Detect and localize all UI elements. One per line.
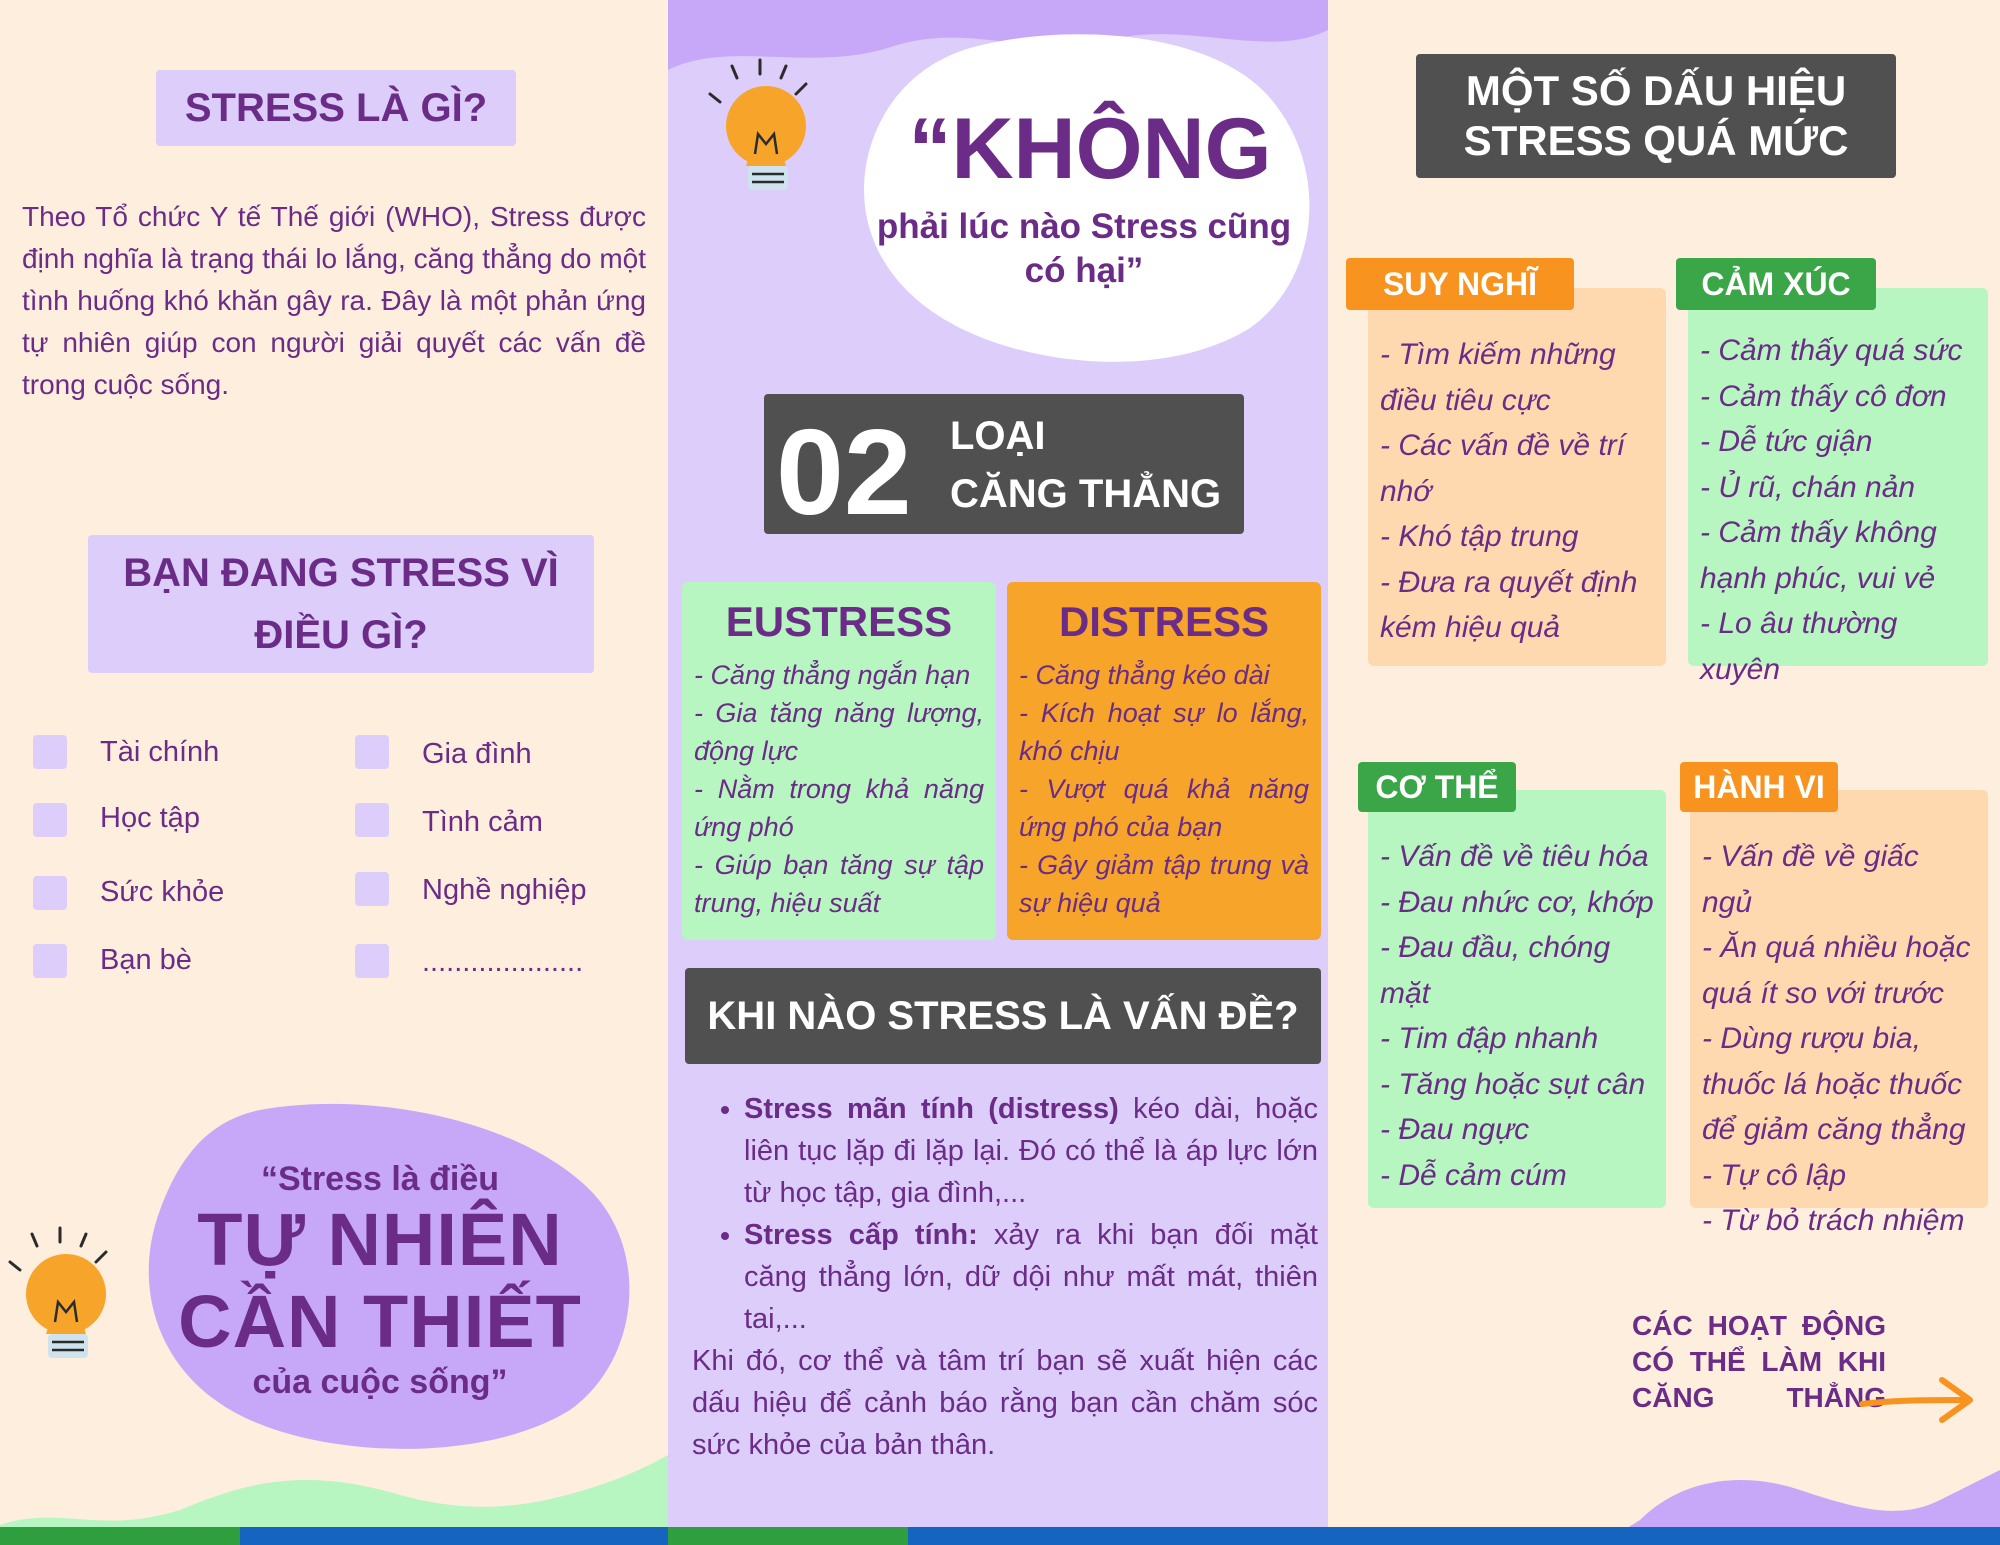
stress-title: STRESS LÀ GÌ? <box>156 70 516 146</box>
list-item: - Đau nhức cơ, khớp <box>1380 885 1654 919</box>
list-item: - Nằm trong khả năng ứng phó <box>694 774 984 842</box>
list-item: - Giúp bạn tăng sự tập trung, hiệu suất <box>694 850 984 918</box>
bullet-term: Stress mãn tính (distress) <box>744 1093 1119 1125</box>
reason-title <box>88 535 594 673</box>
types-label-line2: CĂNG THẲNG <box>950 472 1222 516</box>
checkbox-label: Tài chính <box>100 736 220 768</box>
list-item: - Cảm thấy quá sức <box>1700 334 1963 367</box>
list-item: - Đau đầu, chóng <box>1380 931 1611 964</box>
list-item: - Gia tăng năng lượng, động lực <box>694 698 984 766</box>
eustress-list <box>694 656 984 922</box>
checkbox-label: Gia đình <box>422 738 532 770</box>
list-item: kém hiệu quả <box>1380 611 1561 644</box>
list-item: - Dễ cảm cúm <box>1380 1158 1567 1192</box>
checkbox-other[interactable] <box>355 944 389 978</box>
behavior-signs-list <box>1702 790 1976 1244</box>
list-item: - Ăn quá nhiều hoặc <box>1702 931 1971 964</box>
list-item: điều tiêu cực <box>1380 383 1551 417</box>
body-signs-card <box>1368 790 1666 1208</box>
list-item: - Vấn đề về giấc ngủ <box>1702 840 1919 919</box>
distress-list <box>1019 656 1309 922</box>
eustress-card <box>682 582 996 940</box>
activities-line2: CÓ THỂ LÀM KHI <box>1632 1346 1886 1377</box>
thinking-signs-card <box>1368 288 1666 666</box>
list-item: - Khó tập trung <box>1380 520 1579 553</box>
distress-card <box>1007 582 1321 940</box>
list-item: - Lo âu thường xuyên <box>1700 607 1898 686</box>
thinking-tag: SUY NGHĨ <box>1346 258 1574 310</box>
list-item <box>744 1088 1318 1214</box>
checkbox-family[interactable] <box>355 735 389 769</box>
checkbox-label: .................... <box>422 946 584 978</box>
emotion-signs-card <box>1688 288 1988 686</box>
list-item: - Ủ rũ, chán nản <box>1700 470 1916 504</box>
warning-signs-title-line2: STRESS QUÁ MỨC <box>1463 117 1849 164</box>
list-item: - Tim đập nhanh <box>1380 1022 1599 1055</box>
list-item: - Tự cô lập <box>1702 1158 1847 1192</box>
arrow-right-icon <box>1858 1372 1978 1428</box>
not-harmful-quote-headline: “KHÔNG <box>908 101 1272 197</box>
reason-title-line2: ĐIỀU GÌ? <box>254 613 428 657</box>
list-item: - Gây giảm tập trung và sự hiệu quả <box>1019 850 1309 918</box>
bottom-stripe-green-mid <box>668 1527 908 1545</box>
body-signs-list <box>1380 790 1654 1198</box>
reason-title-line1: BẠN ĐANG STRESS VÌ <box>123 551 559 595</box>
behavior-signs-card <box>1690 790 1988 1237</box>
checkbox-study[interactable] <box>33 803 67 837</box>
activities-line1: CÁC HOẠT ĐỘNG <box>1632 1310 1886 1341</box>
checkbox-label: Học tập <box>100 802 200 834</box>
list-item: - Dùng rượu bia, <box>1702 1022 1921 1055</box>
list-item: - Tìm kiếm những <box>1380 338 1616 371</box>
checkbox-career[interactable] <box>355 872 389 906</box>
distress-title: DISTRESS <box>1058 598 1270 645</box>
bottom-stripe-green-left <box>0 1527 240 1545</box>
closing-paragraph: Khi đó, cơ thể và tâm trí bạn sẽ xuất hiện các dấu hiệu để cảnh báo rằng bạn cần chăm sóc sức khỏe của bản thân. <box>692 1345 1318 1461</box>
warning-signs-title-line1: MỘT SỐ DẤU HIỆU <box>1465 67 1847 114</box>
list-item: - Các vấn đề về trí <box>1380 429 1626 462</box>
eustress-title: EUSTRESS <box>725 598 953 645</box>
types-label-line1: LOẠI <box>950 414 1046 458</box>
stress-natural-quote <box>150 1160 610 1402</box>
list-item: - Vượt quá khả năng ứng phó của bạn <box>1019 774 1309 842</box>
list-item: để giảm căng thẳng <box>1702 1113 1966 1146</box>
checkbox-health[interactable] <box>33 876 67 910</box>
emotion-signs-list <box>1700 288 1976 692</box>
quote-highlight-1: TỰ NHIÊN <box>197 1198 563 1281</box>
checkbox-label: Tình cảm <box>422 806 543 838</box>
stress-kinds-list <box>692 1088 1318 1340</box>
stress-definition-text: Theo Tổ chức Y tế Thế giới (WHO), Stress được định nghĩa là trạng thái lo lắng, căng thẳng do một tình huống khó khăn gây ra. Đây là một phản ứng tự nhiên giúp con người giải quyết các vấn đề trong cuộc sống. <box>22 201 646 400</box>
behavior-tag: HÀNH VI <box>1680 762 1838 812</box>
list-item: hạnh phúc, vui vẻ <box>1700 561 1936 595</box>
bottom-stripe <box>0 1527 2000 1545</box>
checkbox-label: Nghề nghiệp <box>422 874 587 906</box>
when-stress-problem-body <box>692 1088 1318 1466</box>
list-item: - Kích hoạt sự lo lắng, khó chịu <box>1019 698 1309 766</box>
list-item: - Dễ tức giận <box>1700 425 1873 458</box>
list-item: mặt <box>1380 976 1431 1010</box>
stress-types-header <box>764 394 1244 540</box>
bullet-text: xảy ra khi bạn đối mặt căng thẳng lớn, dữ dội như mất mát, thiên tai,... <box>744 1219 1318 1335</box>
list-item: - Tăng hoặc sụt cân <box>1380 1067 1646 1101</box>
lightbulb-icon <box>0 1222 120 1372</box>
when-stress-problem-title: KHI NÀO STRESS LÀ VẤN ĐỀ? <box>685 968 1321 1064</box>
quote-highlight-2: CẦN THIẾT <box>178 1280 582 1363</box>
list-item: - Cảm thấy cô đơn <box>1700 379 1947 413</box>
quote-line-1: “Stress là điều <box>260 1160 500 1198</box>
activities-teaser <box>1632 1308 1886 1416</box>
list-item: quá ít so với trước <box>1702 976 1945 1010</box>
list-item: nhớ <box>1380 474 1432 508</box>
bullet-term: Stress cấp tính: <box>744 1219 978 1251</box>
warning-signs-title <box>1416 54 1896 178</box>
list-item: - Căng thẳng ngắn hạn <box>694 660 971 690</box>
list-item <box>744 1214 1318 1340</box>
body-tag: CƠ THỂ <box>1358 762 1516 812</box>
list-item: - Đưa ra quyết định <box>1380 565 1638 599</box>
types-count: 02 <box>776 404 912 540</box>
list-item: - Cảm thấy không <box>1700 516 1937 549</box>
checkbox-label: Bạn bè <box>100 944 192 976</box>
list-item: - Vấn đề về tiêu hóa <box>1380 840 1649 873</box>
list-item: - Từ bỏ trách nhiệm <box>1702 1204 1965 1237</box>
list-item: - Đau ngực <box>1380 1113 1530 1146</box>
not-harmful-quote-text: phải lúc nào Stress cũng có hại” <box>876 207 1292 290</box>
activities-line3: CĂNG THẲNG <box>1632 1382 1886 1413</box>
bullet-text: kéo dài, hoặc liên tục lặp đi lặp lại. Đó có thể là áp lực lớn từ học tập, gia đình,... <box>744 1093 1318 1209</box>
checkbox-friends[interactable] <box>33 944 67 978</box>
checkbox-finance[interactable] <box>33 735 67 769</box>
list-item: - Căng thẳng kéo dài <box>1019 660 1270 690</box>
list-item: thuốc lá hoặc thuốc <box>1702 1067 1963 1101</box>
emotion-tag: CẢM XÚC <box>1676 258 1876 310</box>
checkbox-relationship[interactable] <box>355 803 389 837</box>
thinking-signs-list <box>1380 288 1654 651</box>
checkbox-label: Sức khỏe <box>100 876 225 908</box>
lightbulb-icon <box>700 54 820 204</box>
quote-line-2: của cuộc sống” <box>252 1363 508 1401</box>
